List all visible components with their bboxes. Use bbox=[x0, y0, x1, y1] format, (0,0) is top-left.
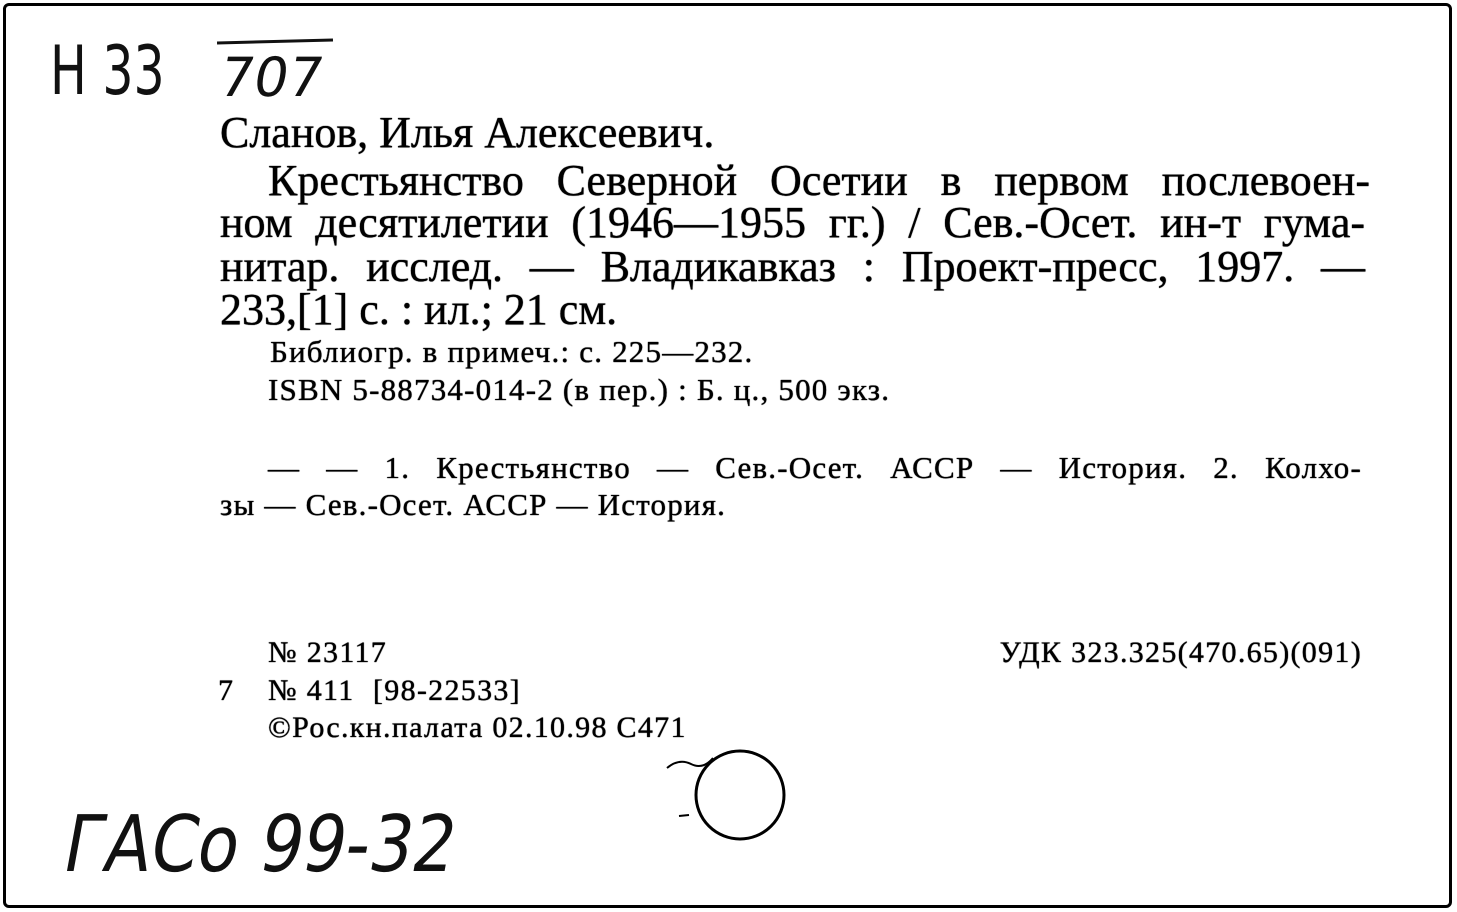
udc-code: УДК 323.325(470.65)(091) bbox=[999, 636, 1362, 669]
author-heading: Сланов, Илья Алексеевич. bbox=[220, 108, 715, 157]
publisher-stamp: ©Рос.кн.палата 02.10.98 С471 bbox=[268, 711, 687, 744]
title-line-2: ном десятилетии (1946—1955 гг.) / Сев.-Осет. ин-т гума- bbox=[220, 198, 1365, 247]
title-line-4: 233,[1] с. : ил.; 21 см. bbox=[220, 285, 618, 334]
subject-line-1: — — 1. Крестьянство — Сев.-Осет. АССР — История. 2. Колхо- bbox=[268, 450, 1362, 485]
card-number: № 411 bbox=[268, 674, 355, 707]
subject-line-2: зы — Сев.-Осет. АССР — История. bbox=[220, 487, 727, 522]
shelf-mark-handwritten: Н 33 bbox=[50, 32, 165, 111]
author-sign-handwritten: 707 bbox=[214, 46, 329, 109]
card-batch: [98-22533] bbox=[373, 674, 521, 707]
copies-count: 7 bbox=[218, 674, 235, 707]
archive-mark-handwritten: ГАСо 99-32 bbox=[56, 800, 465, 890]
card-hole-circle-icon bbox=[655, 740, 795, 850]
title-line-3: нитар. исслед. — Владикавказ : Проект-пресс, 1997. — bbox=[220, 242, 1365, 291]
record-number: № 23117 bbox=[268, 636, 388, 669]
title-line-1: Крестьянство Северной Осетии в первом послевоен- bbox=[268, 156, 1370, 205]
bibliography-note: Библиогр. в примеч.: с. 225—232. bbox=[270, 334, 754, 369]
isbn-note: ISBN 5-88734-014-2 (в пер.) : Б. ц., 500 экз. bbox=[268, 372, 891, 407]
